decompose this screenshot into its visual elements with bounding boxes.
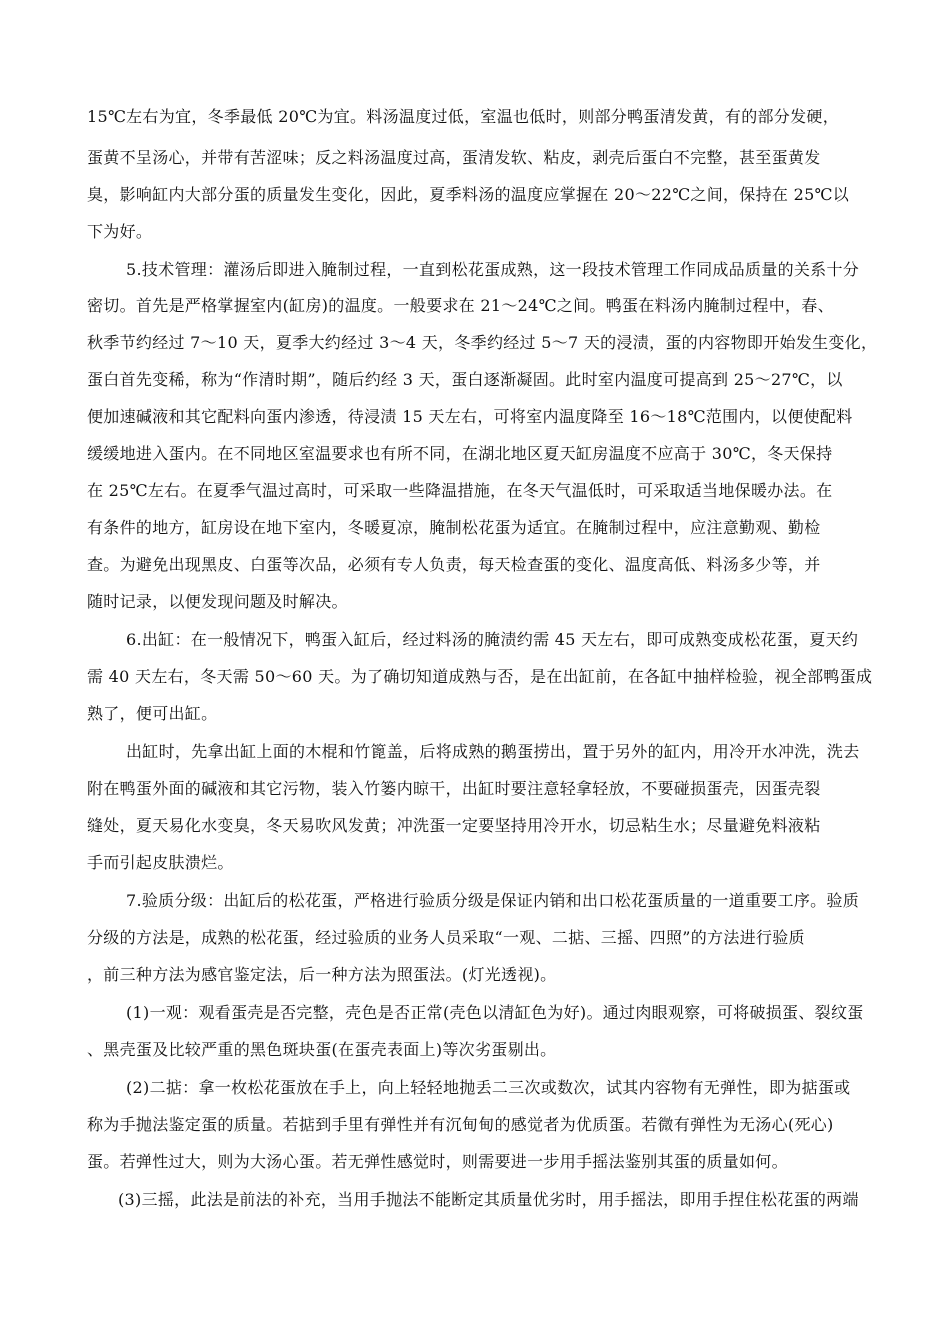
text-line: 密切。首先是严格掌握室内(缸房)的温度。一般要求在 21～24℃之间。鸭蛋在料汤内腌制过程中，春、 [87, 296, 834, 315]
text-line: (2)二掂：拿一枚松花蛋放在手上，向上轻轻地抛丢二三次或数次，试其内容物有无弹性，即为掂蛋或 [126, 1078, 851, 1097]
text-line: 5.技术管理：灌汤后即进入腌制过程，一直到松花蛋成熟，这一段技术管理工作同成品质量的关系十分 [126, 260, 860, 279]
text-line: 查。为避免出现黑皮、白蛋等次品，必须有专人负责，每天检查蛋的变化、温度高低、料汤多少等，并 [87, 555, 821, 574]
text-line: 需 40 天左右，冬天需 50～60 天。为了确切知道成熟与否，是在出缸前，在各缸中抽样检验，视全部鸭蛋成 [87, 667, 873, 686]
text-line: 15℃左右为宜，冬季最低 20℃为宜。料汤温度过低，室温也低时，则部分鸭蛋清发黄，有的部分发硬， [87, 107, 840, 126]
text-line: 称为手抛法鉴定蛋的质量。若掂到手里有弹性并有沉甸甸的感觉者为优质蛋。若微有弹性为无汤心(死心) [87, 1115, 834, 1134]
text-line: (1)一观：观看蛋壳是否完整，壳色是否正常(壳色以清缸色为好)。通过肉眼观察，可将破损蛋、裂纹蛋 [126, 1003, 864, 1022]
text-line: 出缸时，先拿出缸上面的木棍和竹篦盖，后将成熟的鹅蛋捞出，置于另外的缸内，用冷开水冲洗，洗去 [126, 742, 860, 761]
text-line: 便加速碱液和其它配料向蛋内渗透，待浸渍 15 天左右，可将室内温度降至 16～18℃范围内，以便使配料 [87, 407, 853, 426]
text-line: 6.出缸：在一般情况下，鸭蛋入缸后，经过料汤的腌渍约需 45 天左右，即可成熟变成松花蛋，夏天约 [126, 630, 859, 649]
text-line: 缝处，夏天易化水变臭，冬天易吹风发黄；冲洗蛋一定要坚持用冷开水，切忌粘生水；尽量避免料液粘 [87, 816, 821, 835]
text-line: 分级的方法是，成熟的松花蛋，经过验质的业务人员采取“一观、二掂、三摇、四照”的方法进行验质 [87, 928, 805, 947]
text-line: 附在鸭蛋外面的碱液和其它污物，装入竹篓内晾干，出缸时要注意轻拿轻放，不要碰损蛋壳，因蛋壳裂 [87, 779, 821, 798]
text-line: 蛋。若弹性过大，则为大汤心蛋。若无弹性感觉时，则需要进一步用手摇法鉴别其蛋的质量如何。 [87, 1152, 788, 1171]
text-line: 蛋黄不呈汤心，并带有苦涩味；反之料汤温度过高，蛋清发软、粘皮，剥壳后蛋白不完整，甚至蛋黄发 [87, 148, 821, 167]
text-line: 有条件的地方，缸房设在地下室内，冬暖夏凉，腌制松花蛋为适宜。在腌制过程中，应注意勤观、勤检 [87, 518, 821, 537]
text-line: ，前三种方法为感官鉴定法，后一种方法为照蛋法。(灯光透视)。 [87, 965, 557, 984]
text-line: 下为好。 [87, 222, 153, 241]
text-line: 在 25℃左右。在夏季气温过高时，可采取一些降温措施，在冬天气温低时，可采取适当地保暖办法。在 [87, 481, 833, 500]
text-line: 秋季节约经过 7～10 天，夏季大约经过 3～4 天，冬季约经过 5～7 天的浸渍，蛋的内容物即开始发生变化， [87, 333, 878, 352]
text-line: 7.验质分级：出缸后的松花蛋，严格进行验质分级是保证内销和出口松花蛋质量的一道重要工序。验质 [126, 891, 860, 910]
text-line: 臭，影响缸内大部分蛋的质量发生变化，因此，夏季料汤的温度应掌握在 20～22℃之间，保持在 25℃以 [87, 185, 850, 204]
text-line: 、黑壳蛋及比较严重的黑色斑块蛋(在蛋壳表面上)等次劣蛋剔出。 [87, 1040, 557, 1059]
text-line: 随时记录，以便发现问题及时解决。 [87, 592, 348, 611]
text-line: 蛋白首先变稀，称为“作清时期”，随后约经 3 天，蛋白逐渐凝固。此时室内温度可提高到 25～27℃，以 [87, 370, 843, 389]
text-line: 手而引起皮肤溃烂。 [87, 853, 234, 872]
text-line: (3)三摇，此法是前法的补充，当用手抛法不能断定其质量优劣时，用手摇法，即用手捏住松花蛋的两端 [118, 1190, 859, 1209]
text-line: 熟了，便可出缸。 [87, 704, 218, 723]
text-line: 缓缓地进入蛋内。在不同地区室温要求也有所不同，在湖北地区夏天缸房温度不应高于 30℃，冬天保持 [87, 444, 833, 463]
